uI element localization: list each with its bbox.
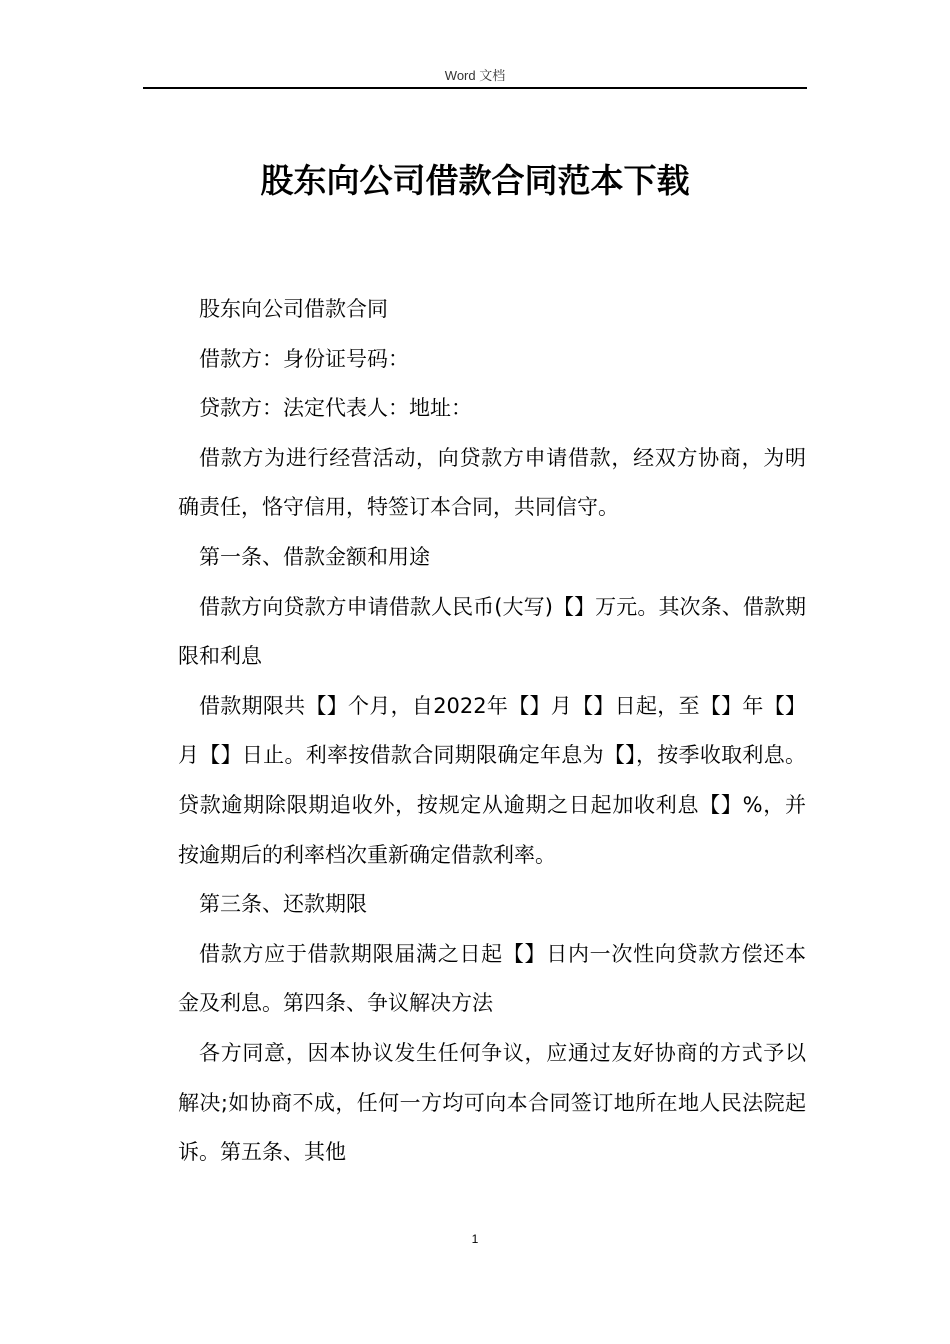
- page-number: 1: [471, 1232, 479, 1246]
- paragraph-loan-amount: 借款方向贷款方申请借款人民币(大写)【】万元。其次条、借款期限和利息: [178, 594, 806, 669]
- document-body: [178, 285, 806, 1178]
- paragraph-lender: 贷款方：法定代表人：地址：: [199, 396, 472, 421]
- paragraph-loan-term: 借款期限共【】个月，自2022年【】月【】日起，至【】年【】月【】日止。利率按借款合同期限确定年息为【】，按季收取利息。贷款逾期除限期追收外，按规定从逾期之日起加收利息【】%，并按逾期后的利率档次重新确定借款利率。: [178, 693, 806, 867]
- paragraph-article-1-heading: 第一条、借款金额和用途: [199, 544, 430, 569]
- paragraph-borrower: 借款方：身份证号码：: [199, 346, 409, 371]
- page-header: Word 文档: [444, 68, 506, 83]
- paragraph-preamble: 借款方为进行经营活动，向贷款方申请借款，经双方协商，为明确责任，恪守信用，特签订本合同，共同信守。: [178, 445, 806, 520]
- paragraph-repayment: 借款方应于借款期限届满之日起【】日内一次性向贷款方偿还本金及利息。第四条、争议解决方法: [178, 941, 806, 1016]
- header-divider: [143, 87, 807, 89]
- paragraph-article-3-heading: 第三条、还款期限: [199, 892, 367, 917]
- document-title: 股东向公司借款合同范本下载: [260, 161, 690, 200]
- paragraph-dispute: 各方同意，因本协议发生任何争议，应通过友好协商的方式予以解决;如协商不成，任何一方均可向本合同签订地所在地人民法院起诉。第五条、其他: [178, 1040, 806, 1165]
- paragraph-contract-name: 股东向公司借款合同: [199, 297, 388, 321]
